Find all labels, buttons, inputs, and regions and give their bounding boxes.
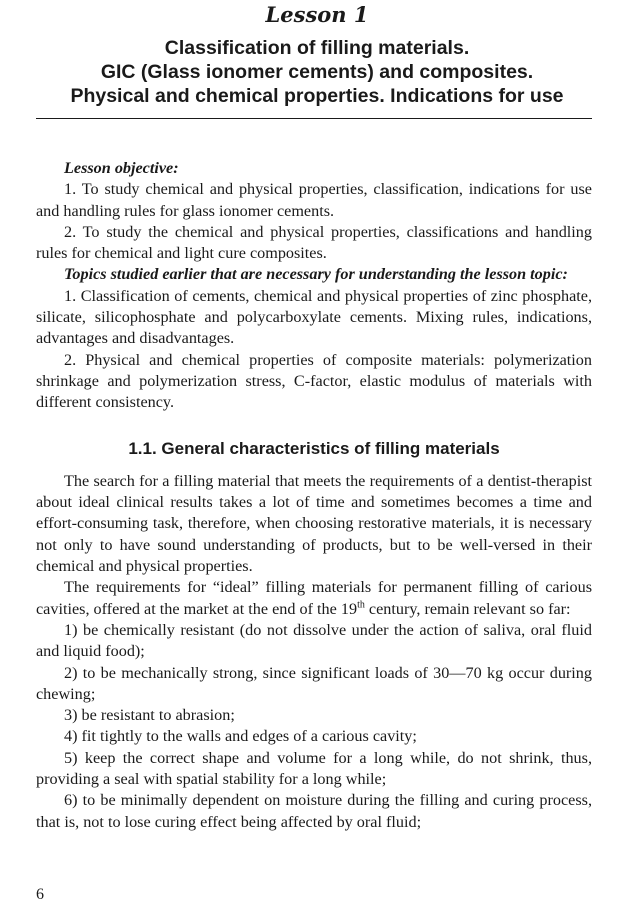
paragraph-text: The requirements for “ideal” filling materials for permanent filling of carious cavities, offered at the market at the end of the 19 xyxy=(36,578,592,618)
topics-item: 2. Physical and chemical properties of composite materials: polymerization shrinkage and polymerization stress, C-factor, elastic modulus of materials with different consistency. xyxy=(36,350,592,412)
section-paragraph: The search for a filling material that meets the requirements of a dentist-therapist about ideal clinical results takes a lot of time and sometimes becomes a time and effort-consuming task, therefore, when choosing restorative materials, it is necessary not only to have sound understanding of products, but to be well-versed in their chemical and physical properties. xyxy=(36,471,592,576)
objective-item: 1. To study chemical and physical properties, classification, indications for use and handling rules for glass ionomer cements. xyxy=(36,180,592,220)
topics-item: 1. Classification of cements, chemical and physical properties of zinc phosphate, silicate, silicophosphate and polycarboxylate cements. Mixing rules, indications, advantages and disadvantages. xyxy=(36,286,592,348)
topics-label: Topics studied earlier that are necessary for understanding the lesson topic: xyxy=(64,265,568,284)
title-line: Classification of filling materials. xyxy=(164,37,470,59)
section-heading: 1.1. General characteristics of filling materials xyxy=(128,438,500,458)
page-number: 6 xyxy=(36,886,44,903)
section-paragraph xyxy=(36,577,592,620)
requirement-item: 4) fit tightly to the walls and edges of a carious cavity; xyxy=(64,727,417,746)
paragraph-text: century, remain relevant so far: xyxy=(364,599,571,618)
title-line: Physical and chemical properties. Indications for use xyxy=(70,85,564,107)
requirement-item: 6) to be minimally dependent on moisture during the filling and curing process, that is, not to lose curing effect being affected by oral fluid; xyxy=(36,791,592,831)
lesson-number: Lesson 1 xyxy=(265,2,369,27)
century-superscript: th xyxy=(357,599,365,611)
lesson-body xyxy=(36,158,592,833)
title-divider xyxy=(36,118,592,119)
requirement-item: 1) be chemically resistant (do not dissolve under the action of saliva, oral fluid and liquid food); xyxy=(36,620,592,661)
requirement-item: 3) be resistant to abrasion; xyxy=(64,706,235,725)
requirement-item: 2) to be mechanically strong, since significant loads of 30—70 kg occur during chewing; xyxy=(36,663,592,703)
objective-label: Lesson objective: xyxy=(64,159,179,177)
lesson-title xyxy=(0,36,634,108)
title-line: GIC (Glass ionomer cements) and composites. xyxy=(100,61,534,83)
requirement-item: 5) keep the correct shape and volume for a long while, do not shrink, thus, providing a seal with spatial stability for a long while; xyxy=(36,748,592,789)
objective-item: 2. To study the chemical and physical properties, classifications and handling rules for chemical and light cure composites. xyxy=(36,222,592,263)
